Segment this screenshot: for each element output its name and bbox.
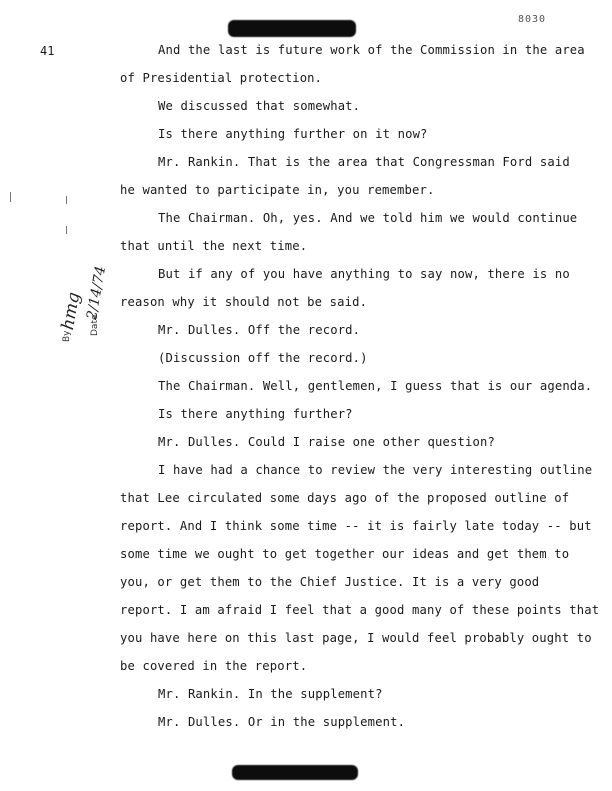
date-label: Date bbox=[90, 314, 100, 336]
redaction-bar-bottom bbox=[232, 765, 358, 780]
body-line: The Chairman. Well, gentlemen, I guess that is our agenda. bbox=[158, 379, 593, 393]
page-stamp: 8030 bbox=[518, 14, 547, 25]
redaction-bar-top bbox=[228, 20, 356, 37]
body-line: of Presidential protection. bbox=[120, 71, 323, 85]
body-line: reason why it should not be said. bbox=[120, 295, 368, 309]
body-line: some time we ought to get together our ideas and get them to bbox=[120, 547, 570, 561]
body-line: (Discussion off the record.) bbox=[158, 351, 368, 365]
reviewer-initials: hmg bbox=[58, 290, 85, 332]
body-line: he wanted to participate in, you remember. bbox=[120, 183, 435, 197]
body-line: Is there anything further on it now? bbox=[158, 127, 428, 141]
margin-tick bbox=[66, 226, 67, 234]
body-line: The Chairman. Oh, yes. And we told him we would continue bbox=[158, 211, 578, 225]
body-line: We discussed that somewhat. bbox=[158, 99, 361, 113]
margin-tick bbox=[66, 196, 67, 204]
body-line: Mr. Dulles. Or in the supplement. bbox=[158, 715, 406, 729]
page-number: 41 bbox=[40, 44, 55, 58]
body-line: you, or get them to the Chief Justice. It is a very good bbox=[120, 575, 540, 589]
body-line: Is there anything further? bbox=[158, 407, 353, 421]
body-line: that Lee circulated some days ago of the proposed outline of bbox=[120, 491, 570, 505]
body-line: Mr. Dulles. Could I raise one other question? bbox=[158, 435, 495, 449]
body-line: you have here on this last page, I would feel probably ought to bbox=[120, 631, 592, 645]
body-line: report. I am afraid I feel that a good many of these points that bbox=[120, 603, 600, 617]
body-line: And the last is future work of the Commission in the area bbox=[158, 43, 585, 57]
body-line: that until the next time. bbox=[120, 239, 308, 253]
body-line: Mr. Rankin. In the supplement? bbox=[158, 687, 383, 701]
body-line: But if any of you have anything to say now, there is no bbox=[158, 267, 570, 281]
body-line: Mr. Rankin. That is the area that Congressman Ford said bbox=[158, 155, 570, 169]
review-date: 2/14/74 bbox=[84, 264, 110, 321]
body-line: report. And I think some time -- it is fairly late today -- but bbox=[120, 519, 592, 533]
margin-tick bbox=[10, 192, 11, 202]
body-line: I have had a chance to review the very interesting outline bbox=[158, 463, 593, 477]
body-line: Mr. Dulles. Off the record. bbox=[158, 323, 361, 337]
by-label: By bbox=[62, 330, 72, 342]
body-line: be covered in the report. bbox=[120, 659, 308, 673]
